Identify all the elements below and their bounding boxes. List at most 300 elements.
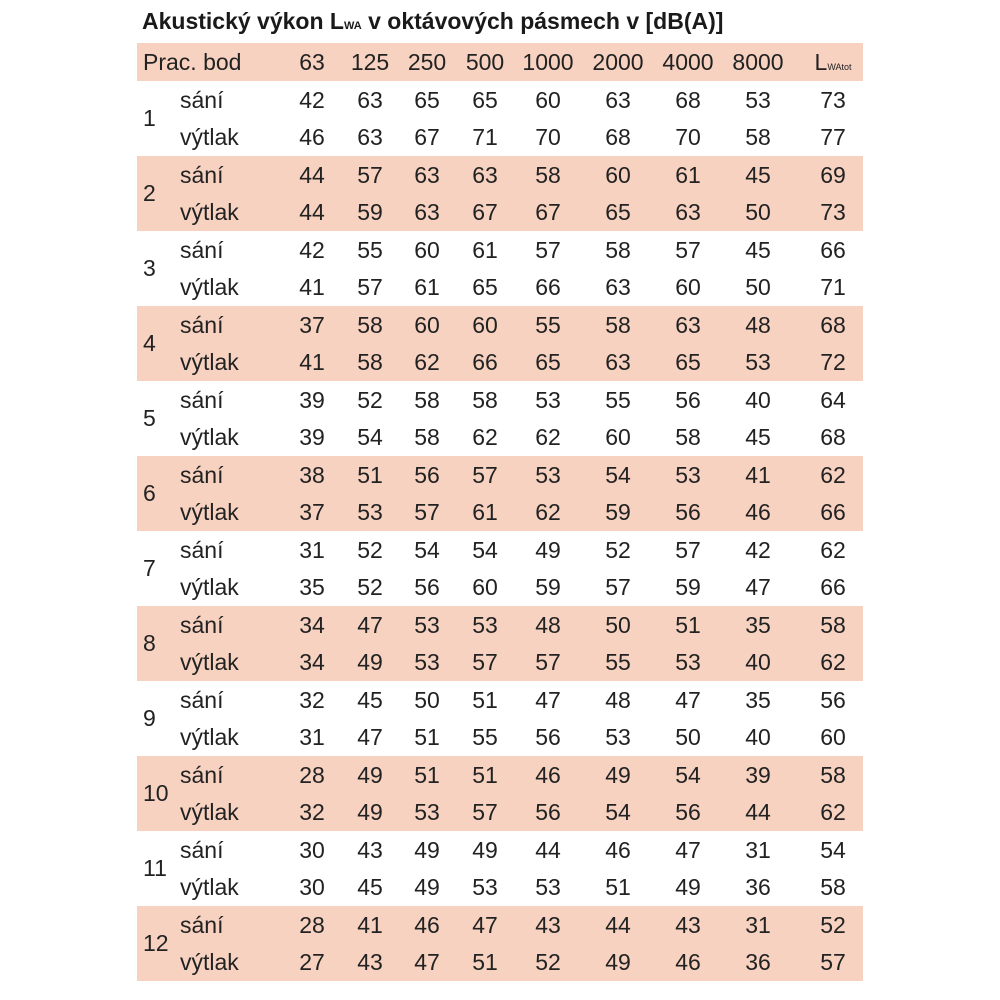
table-cell: 61: [472, 499, 498, 525]
row-label-discharge: výtlak: [180, 724, 239, 750]
table-cell: 39: [299, 424, 325, 450]
table-cell: 50: [414, 687, 440, 713]
header-band-4000: 4000: [662, 49, 714, 75]
table-row-group: [137, 906, 863, 981]
row-label-intake: sání: [180, 87, 224, 113]
table-cell: 55: [605, 649, 631, 675]
table-cell: 63: [675, 312, 701, 338]
table-cell-total: 58: [820, 874, 846, 900]
table-cell: 47: [357, 612, 383, 638]
table-cell: 53: [745, 87, 771, 113]
row-label-intake: sání: [180, 162, 224, 188]
table-cell: 60: [605, 424, 631, 450]
table-cell: 53: [535, 462, 561, 488]
table-row: [137, 494, 863, 531]
table-cell: 63: [357, 124, 383, 150]
table-cell: 68: [605, 124, 631, 150]
header-band-500: 500: [465, 49, 505, 75]
row-label-intake: sání: [180, 462, 224, 488]
row-label-discharge: výtlak: [180, 274, 239, 300]
table-cell-total: 64: [820, 387, 846, 413]
table-cell: 57: [414, 499, 440, 525]
table-cell: 47: [745, 574, 771, 600]
table-cell: 49: [675, 874, 701, 900]
table-cell: 39: [299, 387, 325, 413]
acoustic-power-table: [137, 43, 863, 981]
table-cell: 31: [299, 724, 325, 750]
table-cell: 57: [472, 799, 498, 825]
table-cell-total: 71: [820, 274, 846, 300]
table-row: [137, 419, 863, 456]
table-row-group: [137, 681, 863, 756]
table-cell: 51: [675, 612, 701, 638]
table-row: [137, 644, 863, 681]
table-cell-total: 73: [820, 87, 846, 113]
table-cell: 62: [535, 424, 561, 450]
table-cell: 55: [535, 312, 561, 338]
table-row-group: [137, 306, 863, 381]
table-cell-total: 62: [820, 799, 846, 825]
table-row-group: [137, 831, 863, 906]
table-cell: 51: [414, 762, 440, 788]
operating-point-number: 10: [143, 780, 169, 806]
table-row: [137, 457, 863, 494]
row-label-discharge: výtlak: [180, 799, 239, 825]
table-cell: 32: [299, 687, 325, 713]
row-label-discharge: výtlak: [180, 199, 239, 225]
table-cell: 53: [535, 387, 561, 413]
table-cell: 58: [357, 349, 383, 375]
table-cell: 55: [357, 237, 383, 263]
table-cell: 43: [357, 837, 383, 863]
table-row: [137, 832, 863, 869]
table-cell: 63: [605, 87, 631, 113]
table-cell: 56: [675, 799, 701, 825]
table-cell: 57: [357, 162, 383, 188]
table-cell: 65: [472, 87, 498, 113]
table-cell: 62: [535, 499, 561, 525]
row-label-discharge: výtlak: [180, 349, 239, 375]
table-cell: 47: [675, 837, 701, 863]
table-cell: 59: [535, 574, 561, 600]
table-cell: 57: [675, 537, 701, 563]
table-cell: 49: [414, 837, 440, 863]
table-cell: 36: [745, 949, 771, 975]
table-cell: 45: [745, 162, 771, 188]
operating-point-number: 3: [143, 255, 156, 281]
table-cell-total: 72: [820, 349, 846, 375]
table-cell: 51: [472, 762, 498, 788]
table-cell: 45: [745, 237, 771, 263]
table-cell: 49: [357, 799, 383, 825]
table-cell: 34: [299, 612, 325, 638]
table-cell: 51: [357, 462, 383, 488]
title-suffix: v oktávových pásmech v [dB(A)]: [361, 8, 724, 34]
row-label-intake: sání: [180, 312, 224, 338]
table-cell: 41: [357, 912, 383, 938]
table-cell: 66: [472, 349, 498, 375]
table-cell: 67: [472, 199, 498, 225]
table-cell: 58: [675, 424, 701, 450]
operating-point-number: 11: [143, 855, 167, 881]
table-cell: 61: [675, 162, 701, 188]
table-row: [137, 269, 863, 306]
table-cell: 54: [472, 537, 498, 563]
table-cell: 58: [414, 424, 440, 450]
table-cell: 63: [414, 162, 440, 188]
table-row: [137, 869, 863, 906]
table-cell: 53: [745, 349, 771, 375]
table-cell: 31: [745, 912, 771, 938]
table-cell-total: 68: [820, 312, 846, 338]
row-label-intake: sání: [180, 762, 224, 788]
table-row: [137, 607, 863, 644]
table-cell: 48: [605, 687, 631, 713]
table-cell: 47: [675, 687, 701, 713]
table-cell: 67: [414, 124, 440, 150]
table-cell: 28: [299, 762, 325, 788]
table-cell: 37: [299, 312, 325, 338]
table-row-group: [137, 456, 863, 531]
operating-point-number: 7: [143, 555, 156, 581]
table-row: [137, 307, 863, 344]
table-cell: 63: [357, 87, 383, 113]
table-row-group: [137, 231, 863, 306]
table-cell: 62: [472, 424, 498, 450]
table-row: [137, 532, 863, 569]
table-cell: 59: [605, 499, 631, 525]
table-cell-total: 54: [820, 837, 846, 863]
table-cell: 53: [414, 799, 440, 825]
table-cell: 51: [605, 874, 631, 900]
table-cell: 61: [472, 237, 498, 263]
table-cell: 41: [299, 274, 325, 300]
row-label-intake: sání: [180, 912, 224, 938]
header-operating-point: Prac. bod: [143, 49, 242, 75]
table-cell-total: 62: [820, 462, 846, 488]
table-cell: 47: [357, 724, 383, 750]
table-cell: 70: [535, 124, 561, 150]
table-cell: 44: [299, 162, 325, 188]
table-cell-total: 58: [820, 612, 846, 638]
operating-point-number: 1: [143, 105, 156, 131]
table-cell: 57: [357, 274, 383, 300]
table-cell: 55: [605, 387, 631, 413]
table-cell: 31: [299, 537, 325, 563]
table-cell: 38: [299, 462, 325, 488]
table-cell: 63: [472, 162, 498, 188]
table-cell: 65: [472, 274, 498, 300]
table-cell: 57: [535, 649, 561, 675]
table-cell: 44: [535, 837, 561, 863]
table-row-group: [137, 606, 863, 681]
table-row: [137, 344, 863, 381]
table-cell: 67: [535, 199, 561, 225]
table-cell: 56: [535, 799, 561, 825]
table-cell: 47: [535, 687, 561, 713]
table-cell: 52: [605, 537, 631, 563]
header-band-1000: 1000: [522, 49, 574, 75]
table-cell: 35: [745, 687, 771, 713]
table-cell: 58: [357, 312, 383, 338]
header-band-2000: 2000: [592, 49, 644, 75]
table-cell: 35: [745, 612, 771, 638]
table-row: [137, 719, 863, 756]
table-cell: 56: [675, 387, 701, 413]
table-row: [137, 232, 863, 269]
table-cell: 36: [745, 874, 771, 900]
operating-point-number: 4: [143, 330, 156, 356]
table-cell: 34: [299, 649, 325, 675]
table-cell-total: 68: [820, 424, 846, 450]
table-cell: 40: [745, 387, 771, 413]
table-cell: 49: [414, 874, 440, 900]
table-cell: 30: [299, 837, 325, 863]
row-label-discharge: výtlak: [180, 574, 239, 600]
table-cell-total: 62: [820, 537, 846, 563]
row-label-intake: sání: [180, 537, 224, 563]
table-cell: 62: [414, 349, 440, 375]
table-cell: 65: [414, 87, 440, 113]
table-cell: 30: [299, 874, 325, 900]
table-cell-total: 52: [820, 912, 846, 938]
table-cell: 51: [472, 949, 498, 975]
table-cell: 35: [299, 574, 325, 600]
table-row: [137, 682, 863, 719]
row-label-intake: sání: [180, 837, 224, 863]
table-cell: 52: [535, 949, 561, 975]
table-cell: 49: [605, 949, 631, 975]
table-row: [137, 794, 863, 831]
table-cell: 42: [745, 537, 771, 563]
table-cell: 49: [535, 537, 561, 563]
table-cell: 57: [605, 574, 631, 600]
table-cell: 58: [472, 387, 498, 413]
table-cell: 49: [472, 837, 498, 863]
table-cell: 50: [745, 199, 771, 225]
table-cell: 65: [535, 349, 561, 375]
table-cell: 27: [299, 949, 325, 975]
table-cell: 47: [472, 912, 498, 938]
table-cell: 63: [605, 349, 631, 375]
table-row: [137, 194, 863, 231]
table-cell: 68: [675, 87, 701, 113]
header-total: [815, 43, 852, 81]
operating-point-number: 5: [143, 405, 156, 431]
operating-point-number: 8: [143, 630, 156, 656]
header-band-125: 125: [350, 49, 390, 75]
table-cell: 43: [675, 912, 701, 938]
table-cell: 53: [357, 499, 383, 525]
table-cell: 63: [414, 199, 440, 225]
table-cell: 32: [299, 799, 325, 825]
table-cell: 51: [472, 687, 498, 713]
table-cell: 45: [357, 874, 383, 900]
table-cell: 55: [472, 724, 498, 750]
table-cell-total: 56: [820, 687, 846, 713]
header-band-250: 250: [407, 49, 447, 75]
table-row: [137, 944, 863, 981]
table-cell: 53: [472, 874, 498, 900]
table-cell: 53: [414, 612, 440, 638]
table-cell: 52: [357, 387, 383, 413]
table-row-group: [137, 381, 863, 456]
table-cell-total: 66: [820, 237, 846, 263]
table-cell: 54: [675, 762, 701, 788]
table-row: [137, 907, 863, 944]
table-cell: 57: [472, 462, 498, 488]
table-cell: 50: [745, 274, 771, 300]
table-cell: 53: [472, 612, 498, 638]
table-cell: 37: [299, 499, 325, 525]
table-cell: 60: [414, 312, 440, 338]
table-cell: 51: [414, 724, 440, 750]
table-cell: 28: [299, 912, 325, 938]
row-label-discharge: výtlak: [180, 124, 239, 150]
row-label-discharge: výtlak: [180, 649, 239, 675]
table-cell-total: 69: [820, 162, 846, 188]
table-cell: 44: [605, 912, 631, 938]
row-label-intake: sání: [180, 237, 224, 263]
table-cell: 40: [745, 649, 771, 675]
table-cell: 54: [605, 799, 631, 825]
table-cell: 46: [299, 124, 325, 150]
table-body: [137, 81, 863, 981]
table-cell-total: 77: [820, 124, 846, 150]
table-cell: 48: [535, 612, 561, 638]
table-row-group: [137, 756, 863, 831]
table-cell: 46: [535, 762, 561, 788]
table-cell: 60: [605, 162, 631, 188]
table-row: [137, 757, 863, 794]
table-cell: 57: [535, 237, 561, 263]
table-cell: 46: [675, 949, 701, 975]
table-title: [142, 8, 723, 35]
table-cell: 60: [675, 274, 701, 300]
table-cell-total: 66: [820, 499, 846, 525]
table-cell: 52: [357, 574, 383, 600]
row-label-discharge: výtlak: [180, 949, 239, 975]
table-cell: 42: [299, 87, 325, 113]
table-cell: 49: [605, 762, 631, 788]
table-cell: 41: [745, 462, 771, 488]
table-cell: 57: [472, 649, 498, 675]
table-cell: 53: [535, 874, 561, 900]
header-total-subscript: WAtot: [827, 62, 852, 72]
row-label-discharge: výtlak: [180, 874, 239, 900]
table-cell: 71: [472, 124, 498, 150]
table-cell: 54: [605, 462, 631, 488]
table-cell: 41: [299, 349, 325, 375]
table-row: [137, 82, 863, 119]
table-row: [137, 157, 863, 194]
table-cell: 45: [745, 424, 771, 450]
table-row-group: [137, 531, 863, 606]
table-cell: 56: [535, 724, 561, 750]
operating-point-number: 12: [143, 930, 169, 956]
table-cell: 43: [357, 949, 383, 975]
table-cell: 50: [675, 724, 701, 750]
table-cell: 60: [535, 87, 561, 113]
table-cell: 59: [357, 199, 383, 225]
table-row: [137, 382, 863, 419]
header-band-63: 63: [299, 49, 325, 75]
table-cell: 46: [605, 837, 631, 863]
table-cell: 46: [745, 499, 771, 525]
row-label-discharge: výtlak: [180, 499, 239, 525]
table-cell: 53: [605, 724, 631, 750]
operating-point-number: 9: [143, 705, 156, 731]
table-cell: 58: [535, 162, 561, 188]
operating-point-number: 6: [143, 480, 156, 506]
table-cell: 60: [414, 237, 440, 263]
table-cell-total: 66: [820, 574, 846, 600]
title-prefix: Akustický výkon L: [142, 8, 344, 34]
table-cell: 56: [675, 499, 701, 525]
table-cell: 49: [357, 649, 383, 675]
table-cell: 61: [414, 274, 440, 300]
table-cell: 59: [675, 574, 701, 600]
table-cell: 56: [414, 462, 440, 488]
row-label-discharge: výtlak: [180, 424, 239, 450]
table-cell: 58: [605, 237, 631, 263]
table-row: [137, 119, 863, 156]
header-total-main: L: [814, 49, 828, 75]
table-header-row: [137, 43, 863, 81]
table-cell-total: 62: [820, 649, 846, 675]
table-cell: 53: [675, 462, 701, 488]
table-cell: 60: [472, 574, 498, 600]
operating-point-number: 2: [143, 180, 156, 206]
table-cell: 58: [745, 124, 771, 150]
table-cell: 54: [414, 537, 440, 563]
table-cell-total: 57: [820, 949, 846, 975]
row-label-intake: sání: [180, 612, 224, 638]
table-cell: 53: [675, 649, 701, 675]
row-label-intake: sání: [180, 387, 224, 413]
table-cell: 45: [357, 687, 383, 713]
table-cell: 60: [472, 312, 498, 338]
table-row: [137, 569, 863, 606]
table-cell: 44: [299, 199, 325, 225]
table-cell: 66: [535, 274, 561, 300]
table-cell-total: 60: [820, 724, 846, 750]
table-cell: 42: [299, 237, 325, 263]
title-subscript: WA: [343, 20, 362, 32]
table-cell: 40: [745, 724, 771, 750]
table-cell: 52: [357, 537, 383, 563]
row-label-intake: sání: [180, 687, 224, 713]
table-row-group: [137, 81, 863, 156]
header-band-8000: 8000: [732, 49, 784, 75]
table-cell: 58: [605, 312, 631, 338]
table-cell: 65: [675, 349, 701, 375]
table-cell: 48: [745, 312, 771, 338]
table-cell: 50: [605, 612, 631, 638]
table-cell: 63: [605, 274, 631, 300]
table-cell: 53: [414, 649, 440, 675]
table-cell: 47: [414, 949, 440, 975]
table-cell: 44: [745, 799, 771, 825]
table-row-group: [137, 156, 863, 231]
table-cell: 58: [414, 387, 440, 413]
table-cell: 43: [535, 912, 561, 938]
table-cell-total: 73: [820, 199, 846, 225]
table-cell: 39: [745, 762, 771, 788]
table-cell: 65: [605, 199, 631, 225]
table-cell: 46: [414, 912, 440, 938]
table-cell: 70: [675, 124, 701, 150]
